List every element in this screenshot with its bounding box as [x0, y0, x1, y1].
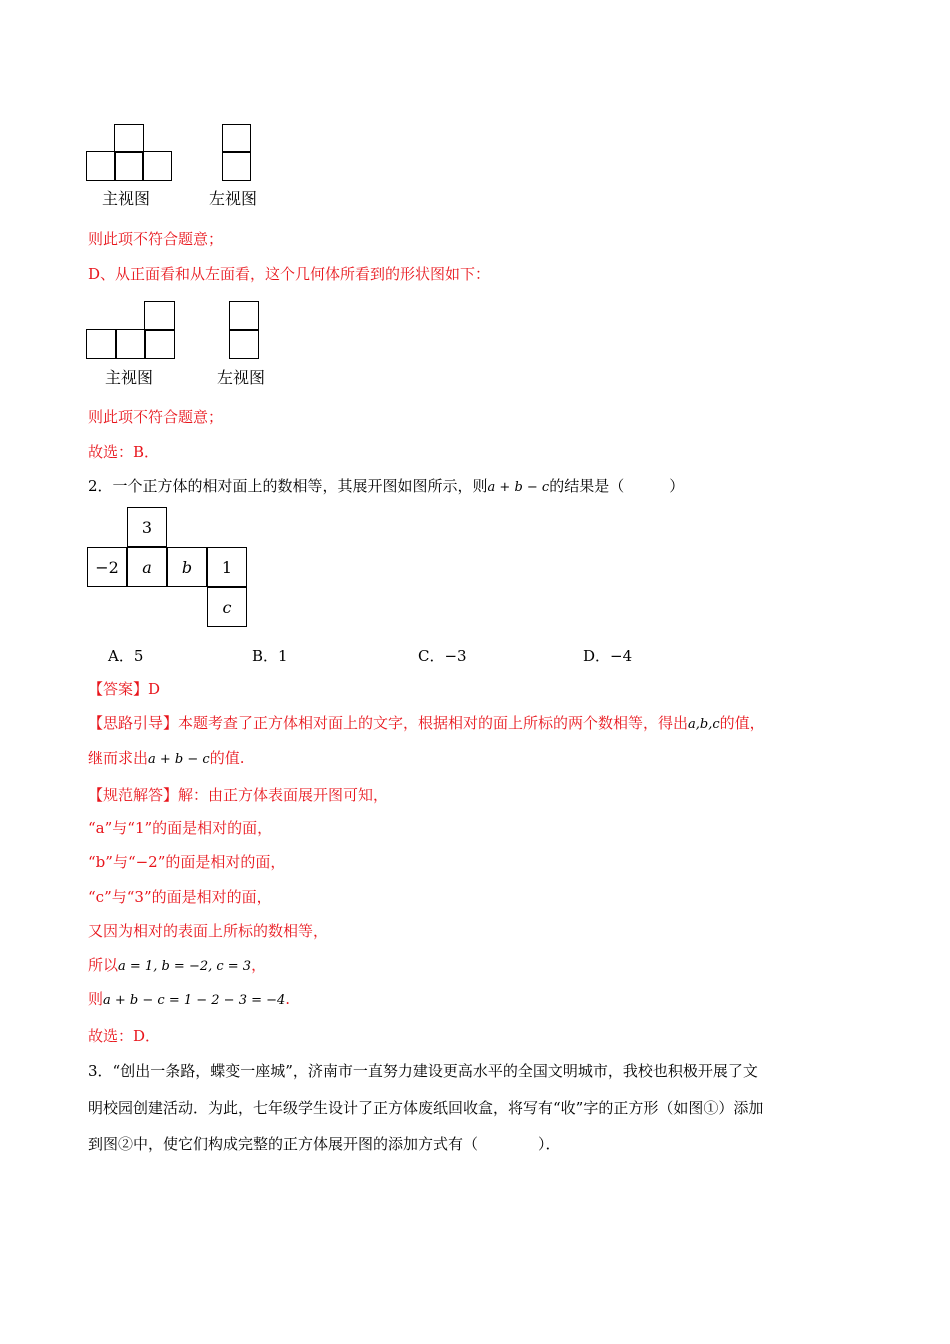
option-c-conclusion: 则此项不符合题意； — [88, 230, 224, 248]
option-d-analysis: D、从正面看和从左面看，这个几何体所看到的形状图如下： — [88, 265, 491, 283]
q2-stem-expr: a + b − c — [487, 480, 550, 495]
q2-option-d[interactable] — [583, 645, 632, 666]
q2-solution-intro-text: 解：由正方体表面展开图可知， — [178, 786, 389, 804]
q2-solution-tag: 【规范解答】 — [88, 786, 179, 804]
q2-hint-line2-a: 继而求出 — [88, 749, 149, 767]
net-cell-1: −2 — [87, 547, 127, 587]
q2-solution-line6-expr: a + b − c = 1 − 2 − 3 = −4 — [103, 993, 286, 1008]
q2-option-d-label: D． — [583, 647, 611, 665]
figure1-left-caption: 左视图 — [209, 189, 258, 208]
figure1-front-caption: 主视图 — [102, 189, 151, 208]
q2-answer-value: D — [148, 680, 161, 698]
figure1-left-square-top — [222, 124, 251, 153]
q2-option-c-value: −3 — [444, 647, 467, 665]
q2-option-d-value: −4 — [610, 647, 633, 665]
q2-hint-tag: 【思路引导】 — [88, 714, 179, 732]
q2-option-a-value: 5 — [133, 647, 144, 665]
figure2-left-caption: 左视图 — [217, 368, 266, 387]
q2-hint-line1 — [88, 713, 765, 735]
q2-solution-line1: “a”与“1”的面是相对的面， — [88, 819, 273, 837]
q2-solution-line6-b: . — [285, 990, 291, 1008]
q2-final-answer: 故选：D． — [88, 1027, 161, 1045]
figure1-front-square-br — [142, 151, 172, 181]
figure2-left-square-bottom — [229, 329, 259, 359]
q2-option-c[interactable] — [418, 645, 467, 666]
figure2-front-square-bm — [115, 329, 146, 359]
q2-solution-line5-b: ， — [251, 956, 267, 974]
answer-q1: 故选：B． — [88, 443, 160, 461]
figure1-front-square-top — [114, 124, 144, 153]
q2-solution-intro — [88, 785, 388, 805]
q2-option-b[interactable] — [252, 645, 288, 666]
q2-solution-line5 — [88, 955, 266, 977]
q2-option-b-value: 1 — [278, 647, 288, 665]
q2-hint-line2-expr: a + b − c — [148, 752, 210, 767]
q2-solution-line5-a: 所以 — [88, 956, 119, 974]
figure2-front-square-bl — [86, 329, 117, 359]
figure1-front-square-bm — [114, 151, 144, 181]
q2-stem — [88, 476, 684, 498]
q3-line2: 明校园创建活动．为此，七年级学生设计了正方体废纸回收盒，将写有“收”字的正方形（如图①）添加 — [88, 1099, 764, 1117]
net-cell-2: a — [127, 547, 167, 587]
q2-hint-text: 本题考查了正方体相对面上的文字，根据相对的面上所标的两个数相等，得出 — [178, 714, 689, 732]
q2-option-c-label: C． — [418, 647, 445, 665]
q2-stem-prefix: 2．一个正方体的相对面上的数相等，其展开图如图所示，则 — [88, 477, 488, 495]
figure2-front-square-br — [144, 329, 175, 359]
q2-hint-end: 的值， — [719, 714, 765, 732]
q2-solution-line6-a: 则 — [88, 990, 104, 1008]
option-d-conclusion: 则此项不符合题意； — [88, 408, 224, 426]
q2-hint-vars: a,b,c — [688, 717, 720, 732]
q2-answer-tag: 【答案】 — [88, 680, 149, 698]
q3-line3: 到图②中，使它们构成完整的正方体展开图的添加方式有（ ）． — [88, 1135, 561, 1153]
q2-option-a[interactable] — [108, 645, 143, 666]
figure2-left-square-top — [229, 301, 259, 331]
q3-line1: 3．“创出一条路，蝶变一座城”，济南市一直努力建设更高水平的全国文明城市，我校也积极开展了文 — [88, 1062, 758, 1080]
figure1-front-square-bl — [86, 151, 116, 181]
q2-hint-line2 — [88, 748, 244, 770]
q2-option-b-label: B． — [252, 647, 279, 665]
net-cell-4: 1 — [207, 547, 247, 587]
q2-option-a-label: A． — [108, 647, 134, 665]
q2-solution-line5-expr: a = 1, b = −2, c = 3 — [118, 959, 252, 974]
q2-hint-line2-b: 的值. — [209, 749, 245, 767]
figure2-front-square-top — [144, 301, 175, 331]
net-cell-top: 3 — [127, 507, 167, 547]
figure2-front-caption: 主视图 — [105, 368, 154, 387]
q2-solution-line3: “c”与“3”的面是相对的面， — [88, 888, 272, 906]
q2-solution-line6 — [88, 989, 290, 1011]
figure1-left-square-bottom — [222, 151, 251, 181]
q2-solution-line4: 又因为相对的表面上所标的数相等， — [88, 922, 329, 940]
q2-solution-line2: “b”与“−2”的面是相对的面， — [88, 853, 286, 871]
q2-stem-suffix: 的结果是（ ） — [549, 477, 685, 495]
net-cell-3: b — [167, 547, 207, 587]
q2-answer — [88, 679, 160, 699]
net-cell-bottom: c — [207, 587, 247, 627]
